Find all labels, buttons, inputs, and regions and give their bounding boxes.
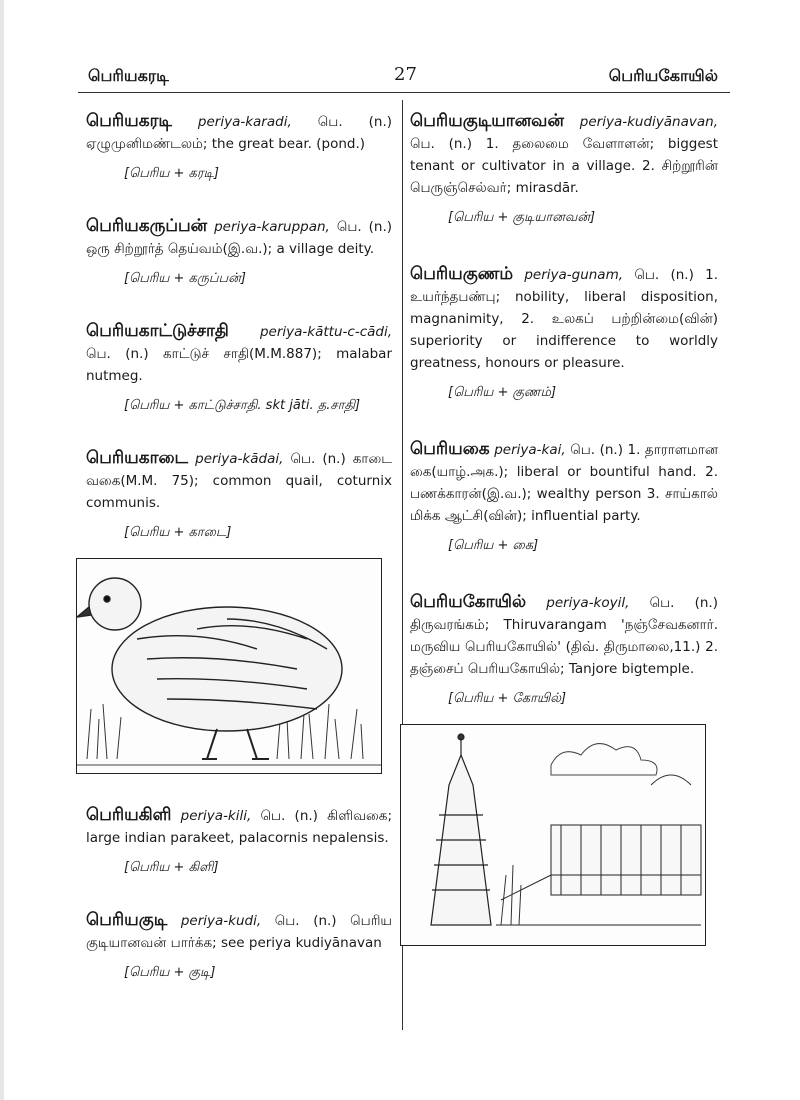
page-edge-shadow bbox=[0, 0, 4, 1100]
entry-periya-kattu-c-cadi bbox=[86, 320, 392, 417]
entry-periya-karuppan bbox=[86, 215, 392, 290]
temple-tower bbox=[431, 734, 491, 925]
entry-periya-kadai bbox=[86, 447, 392, 544]
etymology: [பெரிய + குணம்] bbox=[448, 385, 557, 400]
transliteration: periya-kudiyānavan, bbox=[579, 114, 718, 130]
entry-periya-kudiyanavan bbox=[410, 110, 718, 229]
quail-bird bbox=[77, 578, 342, 759]
headword: பெரியகுடியானவன் bbox=[410, 111, 564, 131]
page-number: 27 bbox=[394, 64, 417, 85]
clouds bbox=[551, 744, 657, 775]
etymology: [பெரிய + குடியானவன்] bbox=[448, 210, 596, 225]
definition: பெ. (n.) காடை வகை(M.M. 75); common quail, coturnix communis. bbox=[86, 451, 392, 511]
entry-periya-koyil bbox=[410, 591, 718, 710]
transliteration: periya-gunam, bbox=[524, 267, 624, 283]
running-head-right: பெரியகோயில் bbox=[608, 66, 718, 85]
headword: பெரியகுணம் bbox=[410, 264, 514, 284]
transliteration: periya-karuppan, bbox=[214, 219, 330, 235]
temple-hall bbox=[496, 825, 701, 925]
headword: பெரியகிளி bbox=[86, 805, 172, 825]
headword: பெரியகரடி bbox=[86, 111, 172, 131]
definition: பெ. (n.) திருவரங்கம்; Thiruvarangam 'நஞ்சேவகனார். மருவிய பெரியகோயில்' (திவ். திருமாலை,11.) 2. தஞ்சைப் பெரியகோயில்; Tanjore bigtemple. bbox=[410, 595, 718, 677]
entry-periya-karadi bbox=[86, 110, 392, 185]
headword: பெரியகருப்பன் bbox=[86, 216, 208, 236]
definition: பெ. (n.) பெரிய குடியானவன் பார்க்க; see periya kudiyānavan bbox=[86, 913, 393, 951]
definition: பெ. (n.) 1. தலைமை வேளாளன்; biggest tenant or cultivator in a village. 2. சிற்றூரின் பெருஞ்செல்வர்; mirasdār. bbox=[410, 136, 718, 196]
etymology: [பெரிய + கோயில்] bbox=[448, 691, 567, 706]
etymology: [பெரிய + கருப்பன்] bbox=[124, 271, 246, 286]
running-head-left: பெரியகரடி bbox=[88, 66, 169, 85]
etymology: [பெரிய + கை] bbox=[448, 538, 539, 553]
entry-periya-kai bbox=[410, 438, 718, 557]
temple-illustration bbox=[400, 724, 706, 946]
headword: பெரியகாடை bbox=[86, 448, 189, 468]
transliteration: periya-karadi, bbox=[197, 114, 292, 130]
transliteration: periya-kāttu-c-cādi, bbox=[259, 324, 392, 340]
entry-periya-kili bbox=[86, 804, 392, 879]
definition: பெ. (n.) காட்டுச் சாதி(M.M.887); malabar nutmeg. bbox=[86, 346, 392, 384]
transliteration: periya-kai, bbox=[494, 442, 566, 458]
etymology: [பெரிய + காடை] bbox=[124, 525, 232, 540]
definition: பெ. (n.) 1. உயர்ந்தபண்பு; nobility, liberal disposition, magnanimity, 2. உலகப் பற்றின்மை(வின்) superiority or indifference to worldly greatness, honours or pleasure. bbox=[410, 267, 719, 371]
headword: பெரியகுடி bbox=[86, 910, 168, 930]
headword: பெரியகை bbox=[410, 439, 490, 459]
quail-illustration bbox=[76, 558, 382, 774]
transliteration: periya-kādai, bbox=[195, 451, 284, 467]
definition: பெ. (n.) 1. தாராளமான கை(யாழ்.அக.); liberal or bountiful hand. 2. பணக்காரன்(இ.வ.); wealthy person 3. சாய்கால் மிக்க ஆட்சி(வின்); influential party. bbox=[410, 442, 718, 524]
transliteration: periya-kili, bbox=[180, 808, 252, 824]
right-column bbox=[410, 110, 718, 946]
headword: பெரியகாட்டுச்சாதி bbox=[86, 321, 229, 341]
transliteration: periya-kudi, bbox=[180, 913, 262, 929]
definition: பெ. (n.) கிளிவகை; large indian parakeet, palacornis nepalensis. bbox=[86, 808, 392, 846]
page-header bbox=[88, 64, 718, 92]
entry-periya-gunam bbox=[410, 263, 718, 404]
etymology: [பெரிய + குடி] bbox=[124, 965, 216, 980]
entry-periya-kudi bbox=[86, 909, 392, 984]
etymology: [பெரிய + கிளி] bbox=[124, 860, 219, 875]
definition: பெ. (n.) ஒரு சிற்றூர்த் தெய்வம்(இ.வ.); a village deity. bbox=[86, 219, 392, 257]
headword: பெரியகோயில் bbox=[410, 592, 527, 612]
etymology: [பெரிய + காட்டுச்சாதி. skt jāti. த.சாதி] bbox=[124, 398, 361, 413]
etymology: [பெரிய + கரடி] bbox=[124, 166, 219, 181]
definition: பெ. (n.) ஏழுமுனிமண்டலம்; the great bear. (pond.) bbox=[86, 114, 392, 152]
header-rule bbox=[78, 92, 730, 93]
transliteration: periya-koyil, bbox=[546, 595, 630, 611]
left-column bbox=[86, 110, 392, 984]
